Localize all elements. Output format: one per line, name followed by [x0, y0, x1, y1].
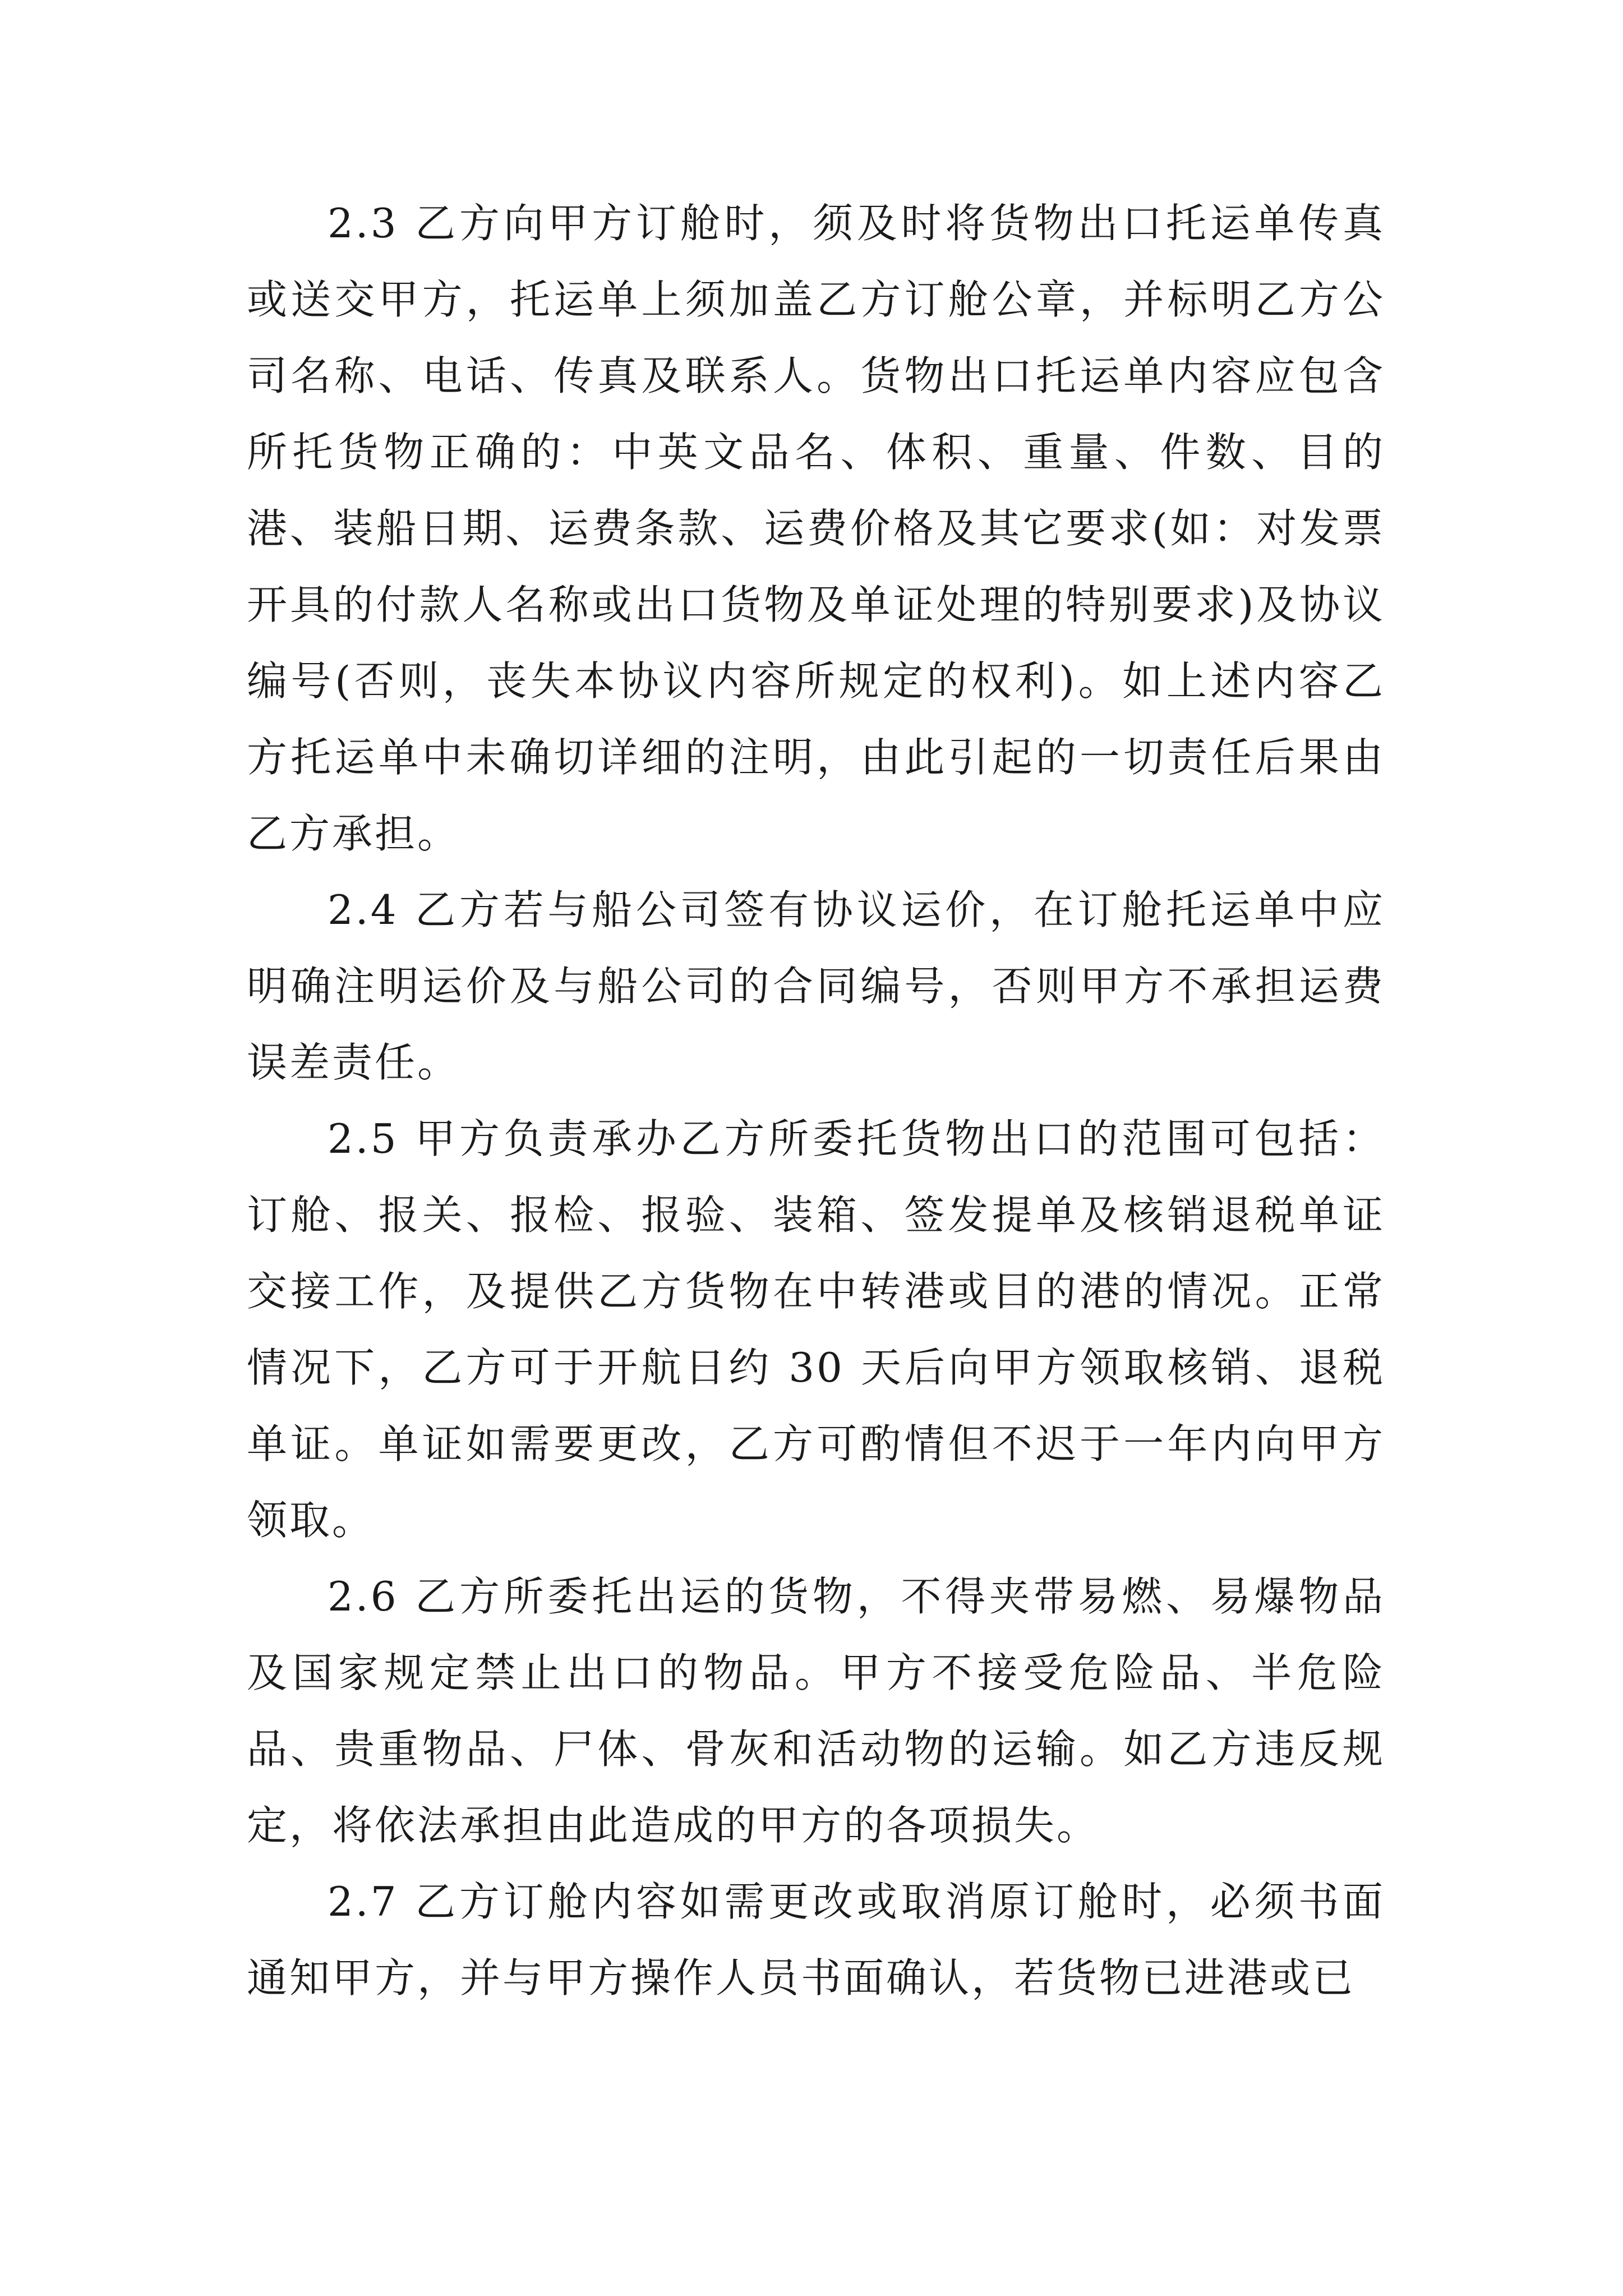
- clause-2-3-paragraph: 2.3 乙方向甲方订舱时，须及时将货物出口托运单传真或送交甲方，托运单上须加盖乙方订舱公章，并标明乙方公司名称、电话、传真及联系人。货物出口托运单内容应包含所托货物正确的：中英文品名、体积、重量、件数、目的港、装船日期、运费条款、运费价格及其它要求(如：对发票开具的付款人名称或出口货物及单证处理的特别要求)及协议编号(否则，丧失本协议内容所规定的权利)。如上述内容乙方托运单中未确切详细的注明，由此引起的一切责任后果由乙方承担。: [247, 200, 1385, 857]
- document-body: [247, 185, 1385, 2016]
- clause-2-5-paragraph: 2.5 甲方负责承办乙方所委托货物出口的范围可包括：订舱、报关、报检、报验、装箱、签发提单及核销退税单证交接工作，及提供乙方货物在中转港或目的港的情况。正常情况下，乙方可于开航日约 30 天后向甲方领取核销、退税单证。单证如需要更改，乙方可酌情但不迟于一年内向甲方领取。: [247, 1115, 1385, 1544]
- clause-2-4-paragraph: 2.4 乙方若与船公司签有协议运价，在订舱托运单中应明确注明运价及与船公司的合同编号，否则甲方不承担运费误差责任。: [247, 886, 1385, 1086]
- clause-2-7-paragraph: 2.7 乙方订舱内容如需更改或取消原订舱时，必须书面通知甲方，并与甲方操作人员书面确认，若货物已进港或已: [247, 1878, 1385, 2001]
- clause-2-6-paragraph: 2.6 乙方所委托出运的货物，不得夹带易燃、易爆物品及国家规定禁止出口的物品。甲方不接受危险品、半危险品、贵重物品、尸体、骨灰和活动物的运输。如乙方违反规定，将依法承担由此造成的甲方的各项损失。: [247, 1573, 1385, 1849]
